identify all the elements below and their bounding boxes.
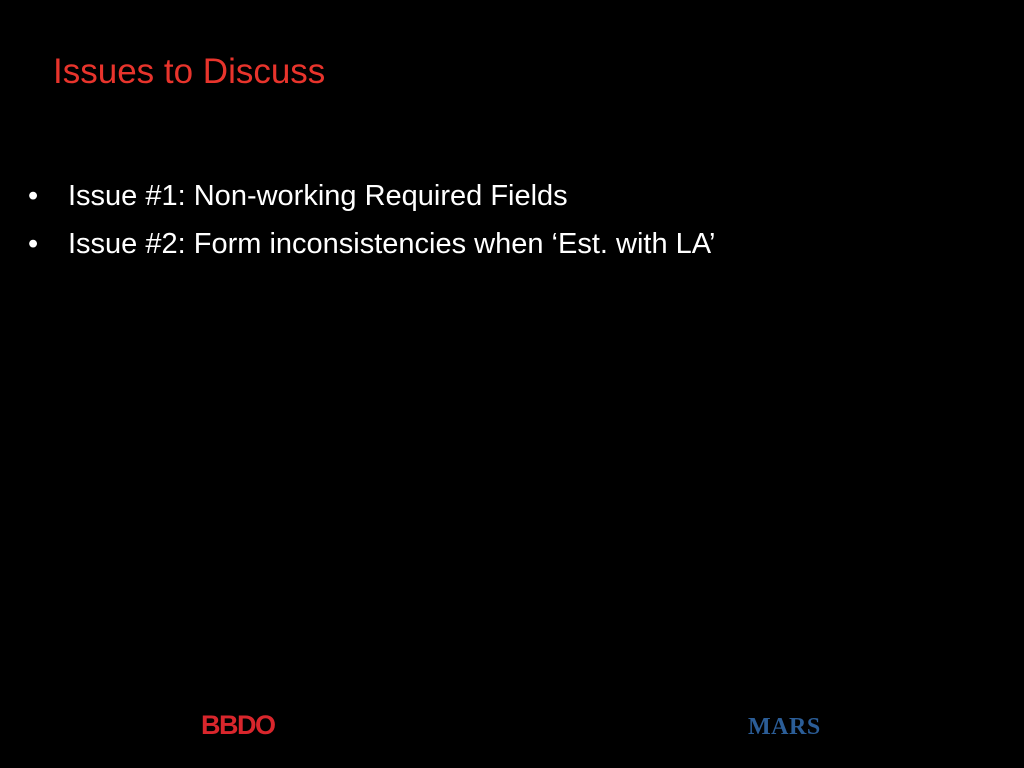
bullet-text: Issue #1: Non-working Required Fields [68,180,568,212]
bullet-marker: • [28,228,39,260]
bullet-text: Issue #2: Form inconsistencies when ‘Est. with LA’ [68,228,716,260]
mars-logo: MARS [748,714,821,740]
bbdo-logo: BBDO [201,710,275,740]
list-item [28,174,988,222]
bullet-marker: • [28,180,39,212]
slide-title: Issues to Discuss [53,52,326,91]
bullet-list [28,174,988,270]
list-item [28,222,988,270]
